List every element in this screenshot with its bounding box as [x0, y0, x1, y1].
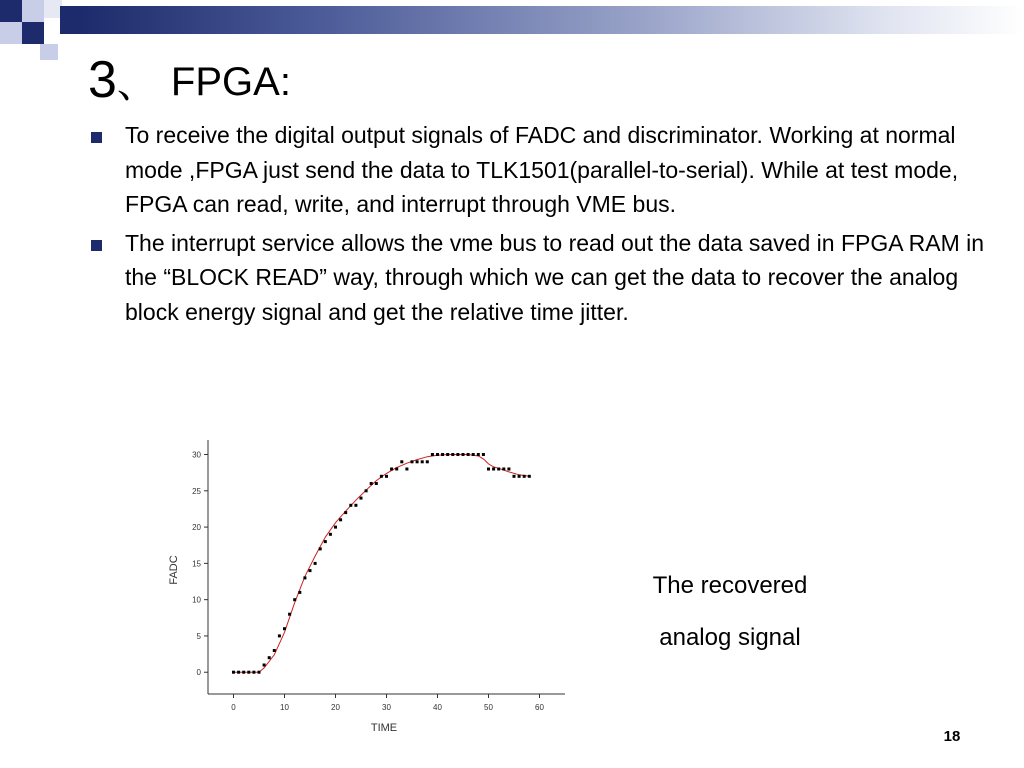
y-tick-label: 5 [196, 631, 201, 641]
data-point [278, 634, 281, 637]
data-point [288, 613, 291, 616]
data-point [405, 468, 408, 471]
data-point [390, 468, 393, 471]
y-tick-label: 10 [192, 595, 201, 605]
title-number: 3 [88, 51, 117, 109]
deco-square-4 [0, 22, 22, 44]
data-point [523, 475, 526, 478]
data-point [334, 526, 337, 529]
data-point [513, 475, 516, 478]
data-point [354, 504, 357, 507]
data-point [497, 468, 500, 471]
y-tick-label: 30 [192, 450, 201, 460]
data-point [395, 468, 398, 471]
data-point [309, 569, 312, 572]
data-point [380, 475, 383, 478]
header-gradient-bar [80, 6, 1024, 34]
bullet-list [88, 118, 988, 333]
data-point [232, 671, 235, 674]
data-point [431, 453, 434, 456]
data-point [329, 533, 332, 536]
data-point [436, 453, 439, 456]
deco-square-6 [60, 6, 80, 34]
y-tick-label: 0 [196, 668, 201, 678]
data-point [252, 671, 255, 674]
data-point [303, 576, 306, 579]
fadc-time-chart [160, 430, 580, 740]
data-point [507, 468, 510, 471]
x-tick-label: 0 [231, 703, 236, 712]
data-point [298, 591, 301, 594]
data-point [349, 504, 352, 507]
data-point [242, 671, 245, 674]
chart-marks [232, 453, 531, 674]
data-point [268, 656, 271, 659]
deco-square-2 [22, 0, 44, 22]
data-point [416, 460, 419, 463]
data-point [456, 453, 459, 456]
data-point [360, 497, 363, 500]
x-tick-label: 20 [331, 703, 340, 712]
data-point [324, 540, 327, 543]
data-point [247, 671, 250, 674]
x-tick-label: 10 [280, 703, 289, 712]
data-point [237, 671, 240, 674]
data-point [344, 511, 347, 514]
x-axis-label: TIME [370, 722, 398, 734]
deco-square-1 [0, 0, 22, 22]
data-point [273, 649, 276, 652]
data-point [375, 482, 378, 485]
data-point [477, 453, 480, 456]
x-tick-label: 60 [535, 703, 544, 712]
fit-line [234, 455, 530, 673]
slide-title [88, 50, 291, 114]
data-point [319, 547, 322, 550]
data-point [263, 664, 266, 667]
caption-line-1: The recovered [652, 572, 808, 599]
data-point [462, 453, 465, 456]
caption-line-2: analog signal [659, 624, 801, 651]
data-point [467, 453, 470, 456]
deco-square-7 [40, 44, 58, 60]
data-point [482, 453, 485, 456]
page-number: 18 [943, 728, 961, 745]
data-point [446, 453, 449, 456]
data-point [411, 460, 414, 463]
chart-caption [620, 560, 840, 664]
data-point [293, 598, 296, 601]
data-point [502, 468, 505, 471]
data-point [441, 453, 444, 456]
data-point [400, 460, 403, 463]
data-point [421, 460, 424, 463]
data-point [518, 475, 521, 478]
bullet-text: The interrupt service allows the vme bus to read out the data saved in FPGA RAM in the “BLOCK READ” way, through which we can get the data to recover the analog block energy signal and get the relative time jitter. [125, 229, 985, 325]
y-axis-label: FADC [168, 555, 180, 585]
x-tick-label: 30 [382, 703, 391, 712]
data-point [451, 453, 454, 456]
data-point [528, 475, 531, 478]
x-tick-label: 40 [433, 703, 442, 712]
y-tick-label: 15 [192, 559, 201, 569]
y-tick-label: 20 [192, 523, 201, 533]
bullet-item [88, 118, 988, 222]
title-separator: 、 [116, 62, 157, 106]
square-bullet-icon [91, 132, 102, 143]
title-text: FPGA: [170, 60, 291, 104]
square-bullet-icon [91, 240, 102, 251]
data-point [339, 518, 342, 521]
y-tick-label: 25 [192, 486, 201, 496]
data-point [472, 453, 475, 456]
bullet-text: To receive the digital output signals of FADC and discriminator. Working at normal mode ,FPGA just send the data to TLK1501(parallel-to-serial). While at test mode, FPGA can read, write, and interrupt through VME bus. [125, 122, 959, 217]
data-point [487, 468, 490, 471]
x-tick-label: 50 [484, 703, 493, 712]
data-point [370, 482, 373, 485]
data-point [365, 489, 368, 492]
data-point [385, 475, 388, 478]
data-point [258, 671, 261, 674]
deco-square-5 [22, 22, 44, 44]
data-point [314, 562, 317, 565]
data-point [492, 468, 495, 471]
data-point [283, 627, 286, 630]
data-point [426, 460, 429, 463]
bullet-item [88, 226, 988, 330]
